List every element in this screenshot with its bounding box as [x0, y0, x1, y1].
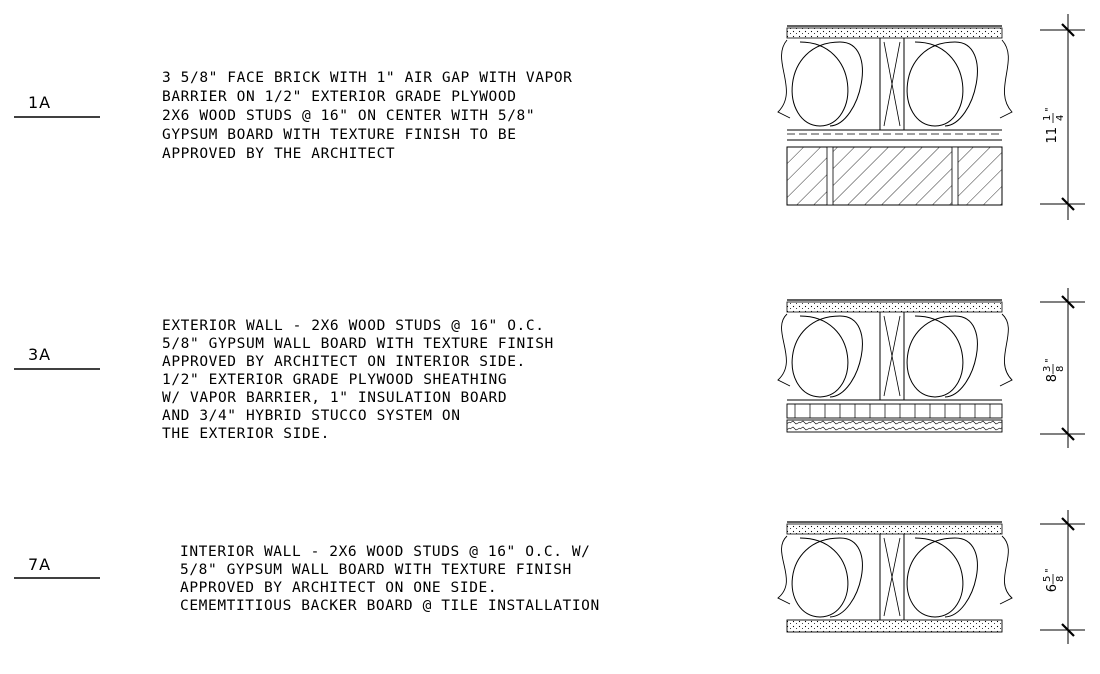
- assembly-3a: [14, 288, 1085, 448]
- dimension-numerator: 3: [1042, 365, 1053, 372]
- wall-section-3a: [778, 288, 1085, 448]
- gypsum-board: [787, 302, 1002, 312]
- spec-line: GYPSUM BOARD WITH TEXTURE FINISH TO BE: [162, 127, 517, 143]
- batt-insulation: [792, 42, 862, 126]
- spec-line: 3 5/8" FACE BRICK WITH 1" AIR GAP WITH VAPOR: [162, 70, 573, 86]
- stucco-system: [787, 420, 1002, 432]
- gypsum-board: [787, 28, 1002, 38]
- spec-line: BARRIER ON 1/2" EXTERIOR GRADE PLYWOOD: [162, 89, 517, 105]
- dimension-numerator: 1: [1042, 114, 1053, 121]
- dimension-denominator: 8: [1055, 365, 1066, 372]
- spec-line: 5/8" GYPSUM WALL BOARD WITH TEXTURE FINISH: [162, 336, 554, 352]
- dimension-denominator: 4: [1055, 114, 1066, 121]
- break-line: [778, 314, 790, 386]
- spec-line: INTERIOR WALL - 2X6 WOOD STUDS @ 16" O.C. W/: [180, 544, 591, 560]
- dimension-whole: 11: [1045, 127, 1060, 144]
- wall-section-1a: [778, 14, 1085, 220]
- spec-line: W/ VAPOR BARRIER, 1" INSULATION BOARD: [162, 390, 508, 406]
- spec-line: APPROVED BY ARCHITECT ON INTERIOR SIDE.: [162, 354, 526, 370]
- spec-line: THE EXTERIOR SIDE.: [162, 426, 330, 442]
- assembly-7a: [14, 510, 1085, 644]
- spec-line: APPROVED BY THE ARCHITECT: [162, 146, 396, 162]
- break-line: [778, 536, 790, 604]
- assembly-tag: 7A: [28, 555, 52, 574]
- batt-insulation: [792, 316, 862, 397]
- spec-line: APPROVED BY ARCHITECT ON ONE SIDE.: [180, 580, 498, 596]
- batt-insulation: [792, 538, 862, 617]
- spec-line: 5/8" GYPSUM WALL BOARD WITH TEXTURE FINISH: [180, 562, 572, 578]
- dimension-whole: 8: [1045, 374, 1060, 383]
- dimension-unit: ": [1044, 568, 1055, 573]
- wall-section-7a: [778, 510, 1085, 644]
- dimension-denominator: 8: [1055, 575, 1066, 582]
- spec-line: 2X6 WOOD STUDS @ 16" ON CENTER WITH 5/8": [162, 108, 536, 124]
- backer-board: [787, 620, 1002, 632]
- assembly-tag: 3A: [28, 345, 52, 364]
- face-brick: [787, 147, 1002, 205]
- break-line: [778, 40, 790, 118]
- dimension-unit: ": [1044, 358, 1055, 363]
- spec-line: CEMEMTITIOUS BACKER BOARD @ TILE INSTALLATION: [180, 598, 600, 614]
- assembly-tag: 1A: [28, 93, 52, 112]
- spec-line: 1/2" EXTERIOR GRADE PLYWOOD SHEATHING: [162, 372, 508, 388]
- dimension-unit: ": [1044, 107, 1055, 112]
- dimension-whole: 6: [1045, 584, 1060, 593]
- insulation-board: [787, 404, 1002, 418]
- dimension-numerator: 5: [1042, 575, 1053, 582]
- gypsum-board: [787, 524, 1002, 534]
- spec-line: EXTERIOR WALL - 2X6 WOOD STUDS @ 16" O.C.: [162, 318, 545, 334]
- spec-line: AND 3/4" HYBRID STUCCO SYSTEM ON: [162, 408, 461, 424]
- assembly-1a: [14, 14, 1085, 220]
